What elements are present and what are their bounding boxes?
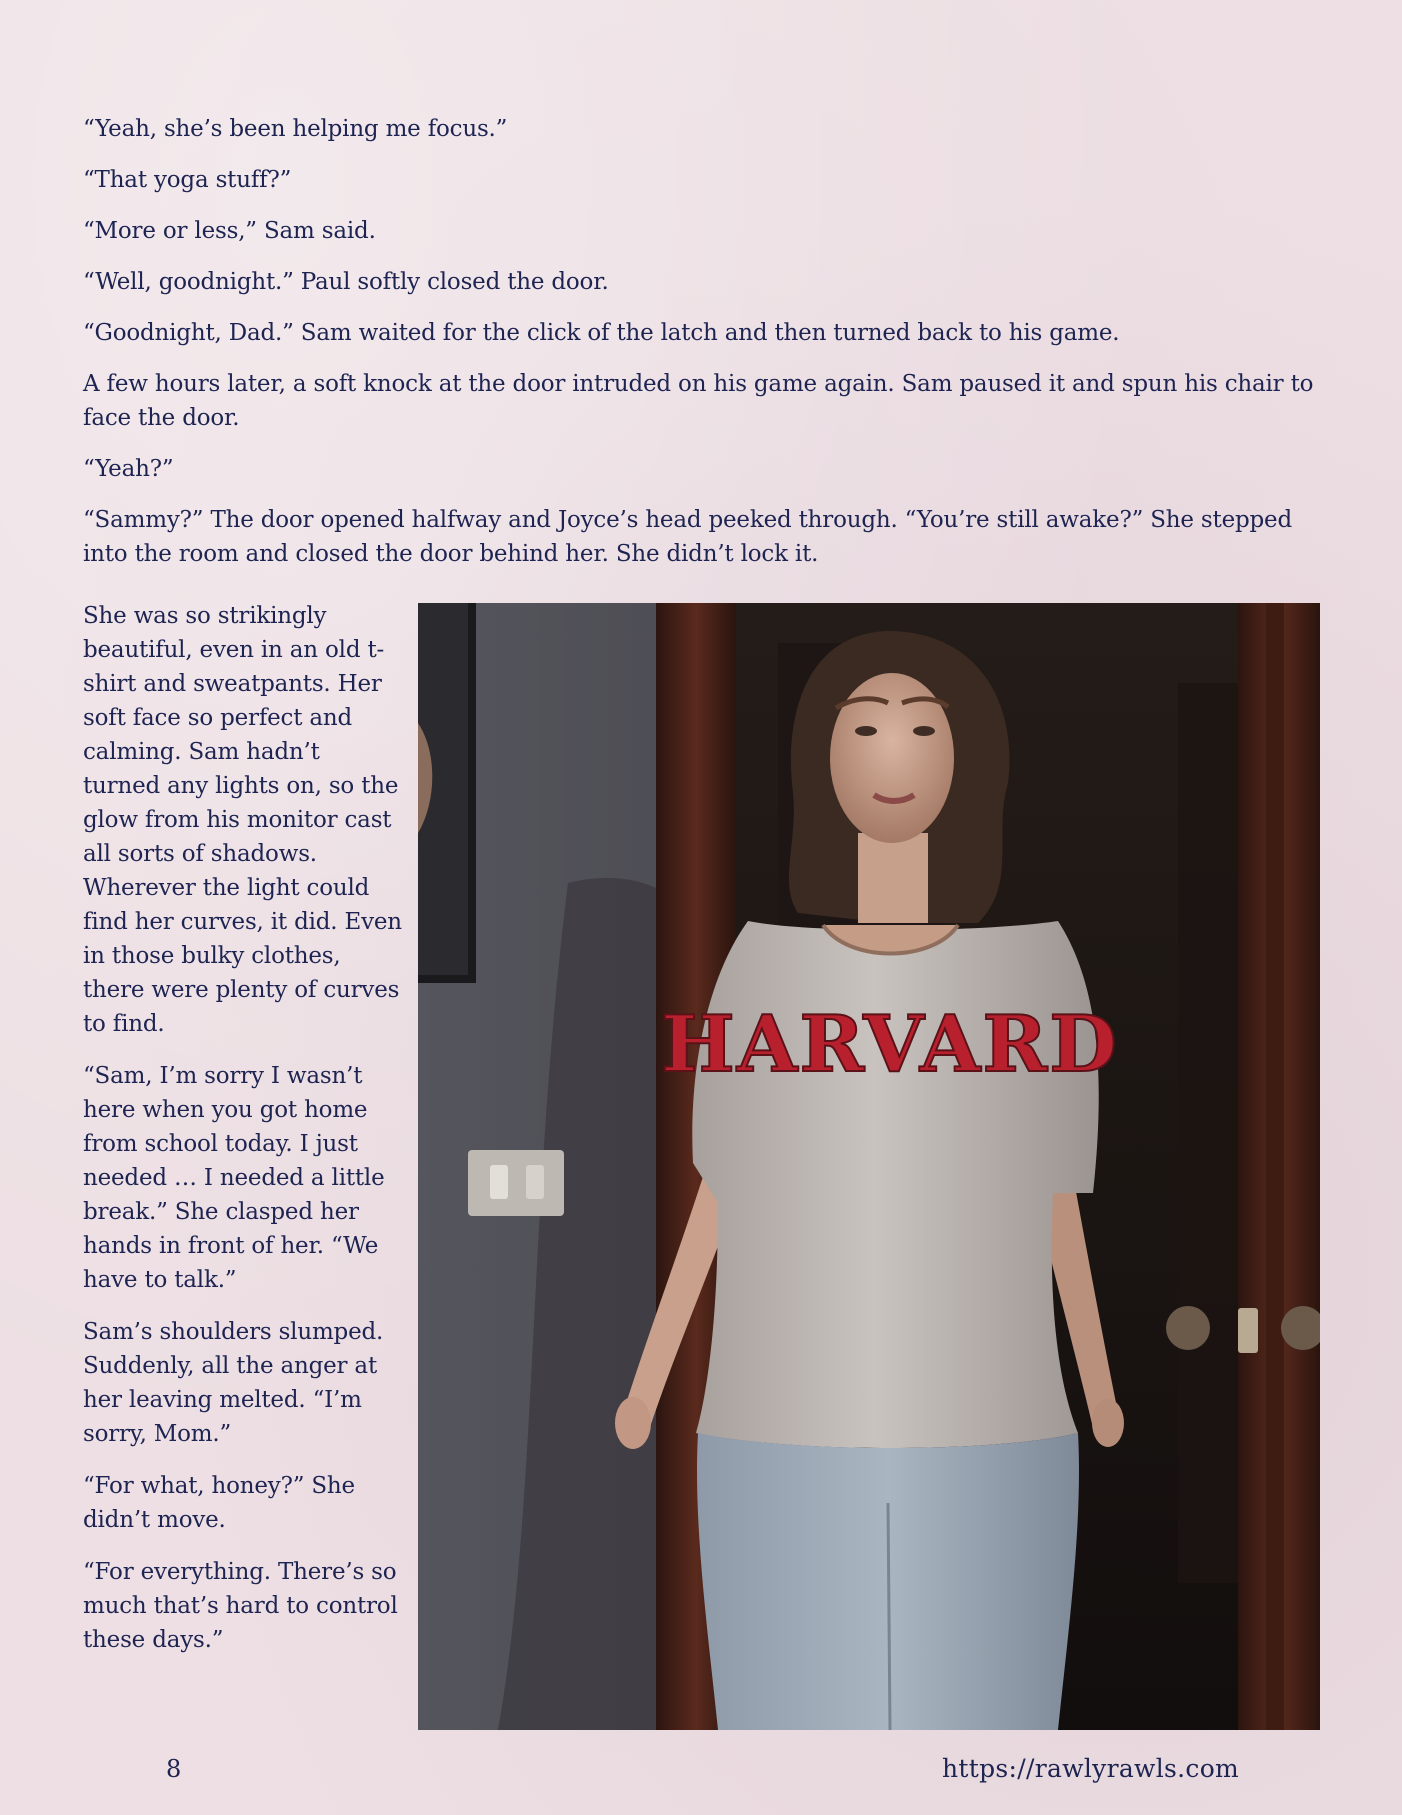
paragraph: “More or less,” Sam said. <box>83 218 376 244</box>
paragraph: “For everything. There’s so much that’s hard to control these days.” <box>83 1559 398 1653</box>
paragraph: “Yeah, she’s been helping me focus.” <box>83 116 508 142</box>
paragraph: She was so strikingly beautiful, even in an old t-shirt and sweatpants. Her soft face so perfect and calming. Sam hadn’t turned any lights on, so the glow from his monitor cast all sorts of shadows. Wherever the light could find her curves, it did. Even in those bulky clothes, there were plenty of curves to find. <box>83 603 402 1037</box>
page-number: 8 <box>166 1755 182 1783</box>
paragraph: “For what, honey?” She didn’t move. <box>83 1473 355 1533</box>
paragraph: “Sam, I’m sorry I wasn’t here when you got home from school today. I just needed … I needed a little break.” She clasped her hands in front of her. “We have to talk.” <box>83 1063 385 1293</box>
paragraph: Sam’s shoulders slumped. Suddenly, all the anger at her leaving melted. “I’m sorry, Mom.” <box>83 1319 384 1447</box>
paragraph: “That yoga stuff?” <box>83 167 292 193</box>
side-column-text-block <box>83 599 403 1675</box>
website-url[interactable]: https://rawlyrawls.com <box>942 1754 1240 1783</box>
paragraph: “Sammy?” The door opened halfway and Joyce’s head peeked through. “You’re still awake?” She stepped into the room and closed the door behind her. She didn’t lock it. <box>83 507 1292 567</box>
full-width-text-block <box>83 112 1323 588</box>
shirt-lettering: HARVARD <box>661 999 1119 1090</box>
paragraph: A few hours later, a soft knock at the door intruded on his game again. Sam paused it and spun his chair to face the door. <box>83 371 1314 431</box>
illustration-art <box>418 603 1320 1730</box>
paragraph: “Goodnight, Dad.” Sam waited for the click of the latch and then turned back to his game. <box>83 320 1120 346</box>
story-illustration <box>418 603 1320 1730</box>
paragraph: “Yeah?” <box>83 456 174 482</box>
paragraph: “Well, goodnight.” Paul softly closed the door. <box>83 269 609 295</box>
